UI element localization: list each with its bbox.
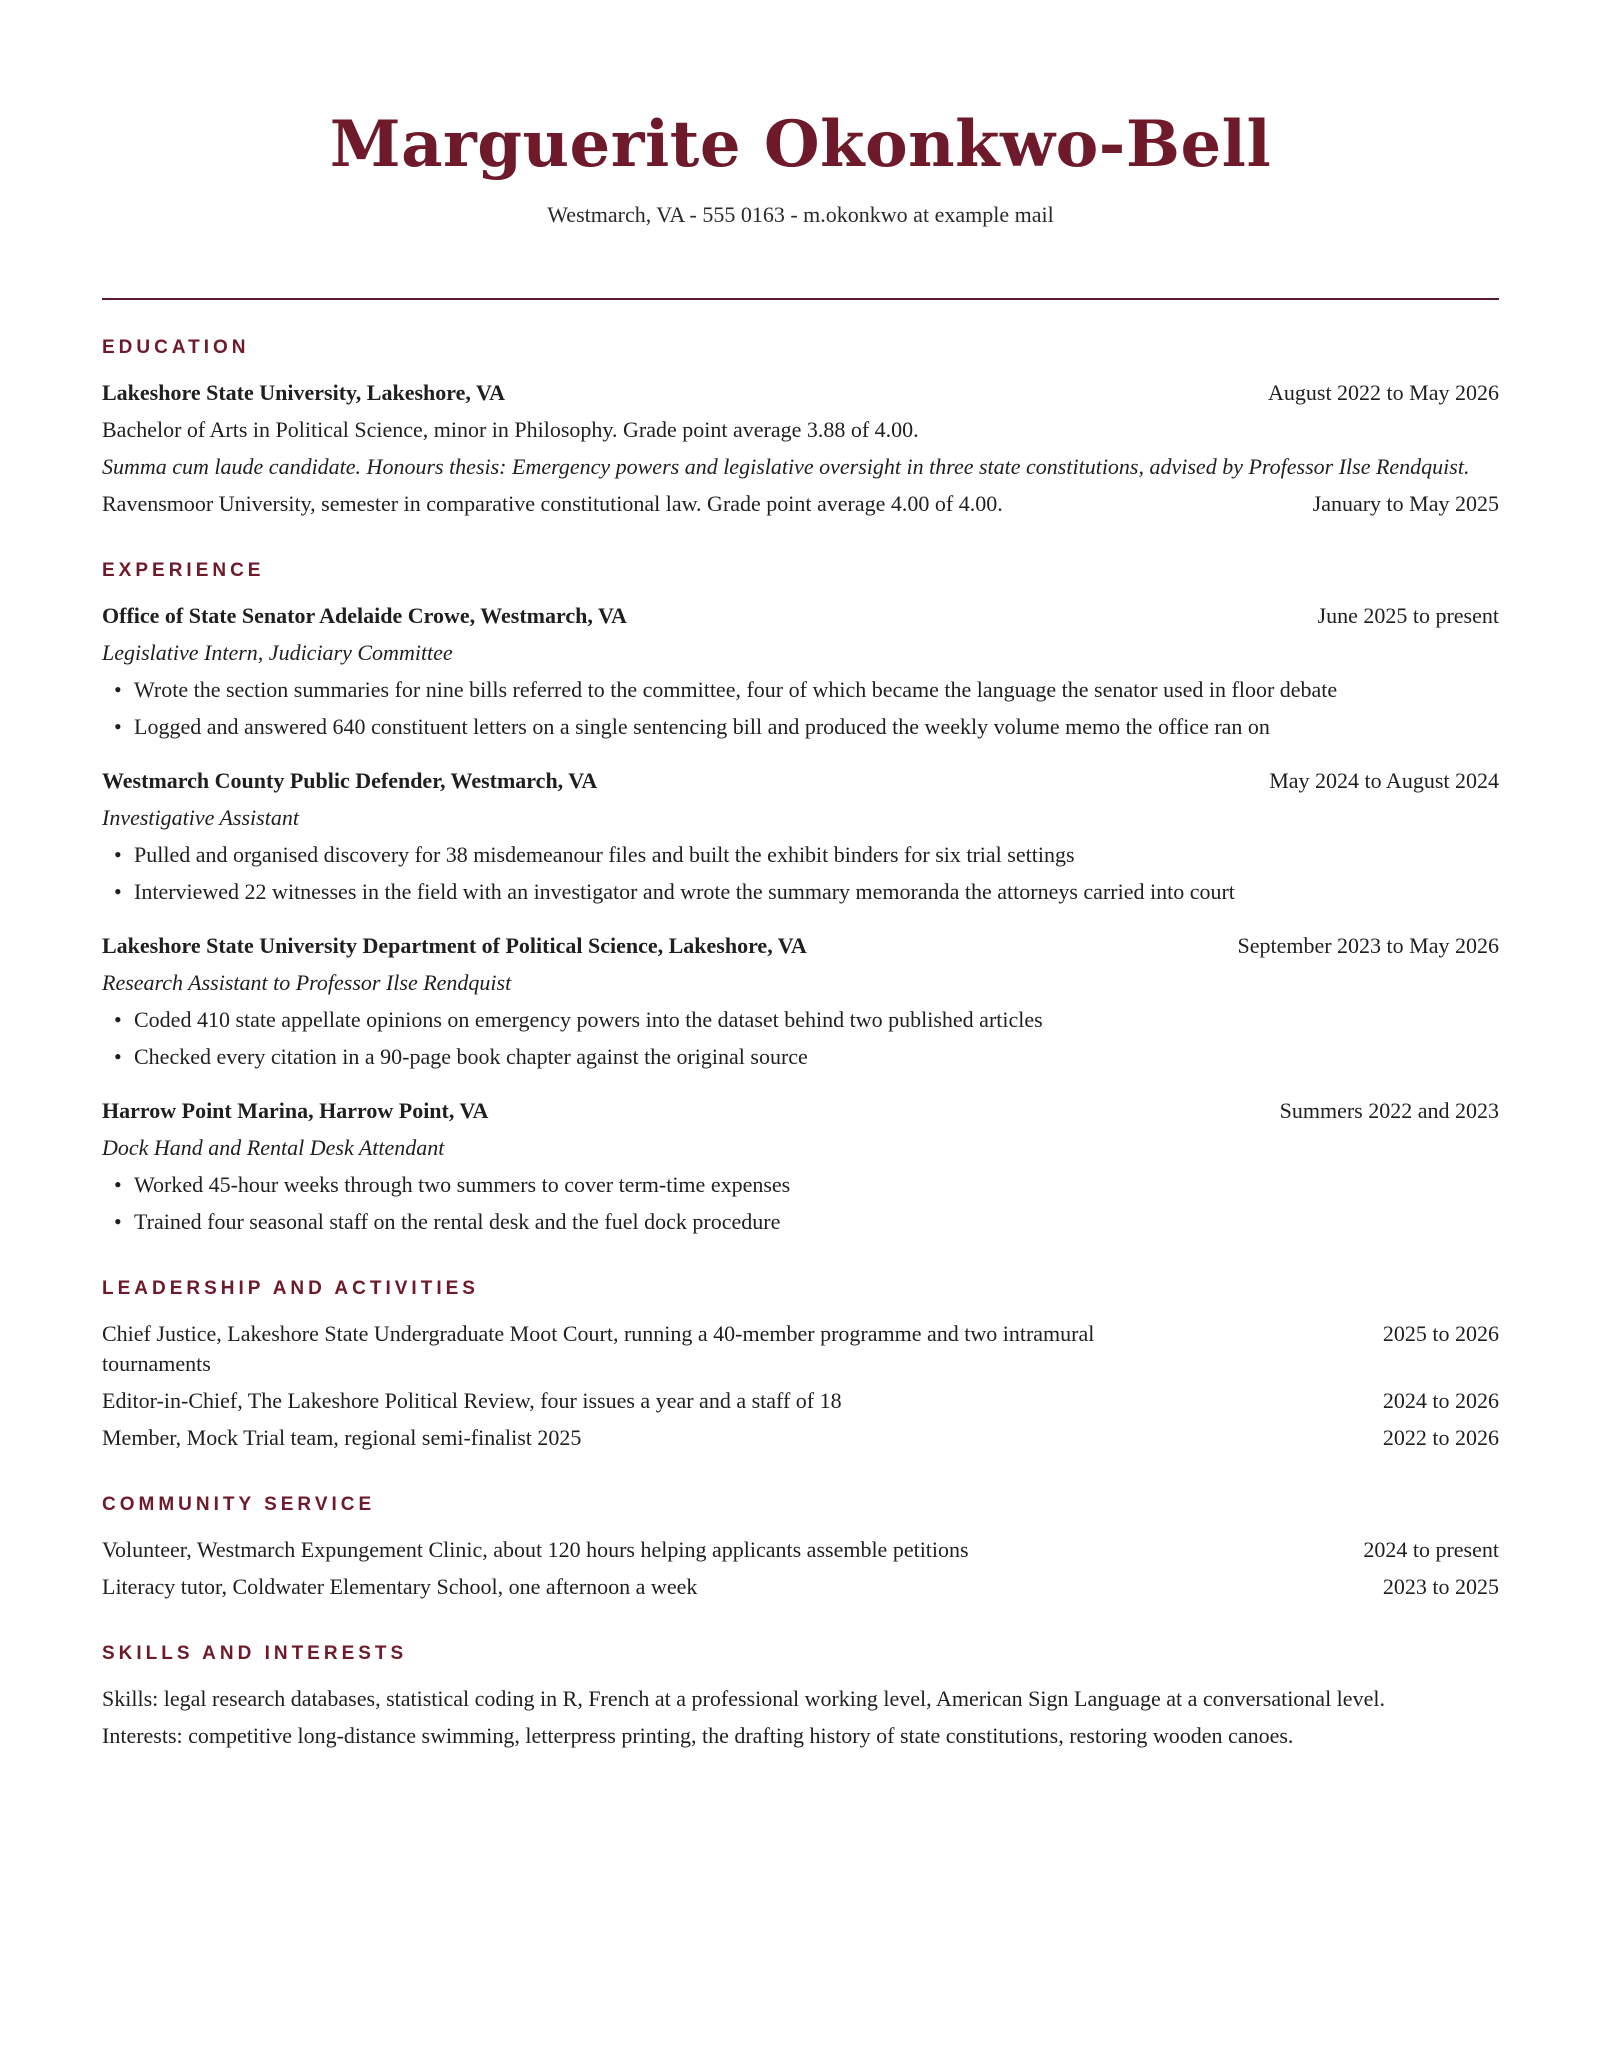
skills-line: Skills: legal research databases, statistical coding in R, French at a professional working level, American Sign Language at a conversational level. <box>102 1686 1385 1711</box>
bullet-item: • Wrote the section summaries for nine bills referred to the committee, four of which became the language the senator used in floor debate <box>114 677 1338 702</box>
job-header-row <box>102 1096 1499 1126</box>
candidate-name: Marguerite Okonkwo-Bell <box>329 107 1272 182</box>
experience-heading: EXPERIENCE <box>102 560 265 581</box>
skills-heading: SKILLS AND INTERESTS <box>102 1643 408 1664</box>
bullet-item: • Worked 45-hour weeks through two summers to cover term-time expenses <box>114 1172 791 1197</box>
bullet-text: Trained four seasonal staff on the rental desk and the fuel dock procedure <box>134 1209 781 1234</box>
education-school-row <box>102 378 1499 408</box>
activity-text: Member, Mock Trial team, regional semi-finalist 2025 <box>102 1425 582 1450</box>
honours-line: Summa cum laude candidate. Honours thesis: Emergency powers and legislative oversight in three state constitutions, advised by Professor Ilse Rendquist. <box>102 454 1470 479</box>
service-text: Literacy tutor, Coldwater Elementary School, one afternoon a week <box>102 1574 698 1599</box>
job-header-row <box>102 601 1499 631</box>
activity-text: Chief Justice, Lakeshore State Undergraduate Moot Court, running a 40-member programme and two intramural tournaments <box>102 1321 1095 1376</box>
job-dates: Summers 2022 and 2023 <box>1279 1098 1499 1123</box>
job-role: Research Assistant to Professor Ilse Rendquist <box>102 970 512 995</box>
job-dates: June 2025 to present <box>1317 603 1499 628</box>
bullet-item: • Trained four seasonal staff on the rental desk and the fuel dock procedure <box>114 1209 781 1234</box>
bullet-text: Logged and answered 640 constituent letters on a single sentencing bill and produced the weekly volume memo the office ran on <box>134 714 1270 739</box>
activity-dates: 2024 to 2026 <box>1382 1388 1499 1413</box>
job-employer: Lakeshore State University Department of Political Science, Lakeshore, VA <box>102 933 807 958</box>
job-dates: September 2023 to May 2026 <box>1237 933 1499 958</box>
job-dates: May 2024 to August 2024 <box>1269 768 1499 793</box>
resume-page <box>102 0 1499 1751</box>
bullet-text: Checked every citation in a 90-page book chapter against the original source <box>134 1044 808 1069</box>
leadership-heading: LEADERSHIP AND ACTIVITIES <box>102 1278 479 1299</box>
bullet-text: Interviewed 22 witnesses in the field with an investigator and wrote the summary memoranda the attorneys carried into court <box>134 879 1235 904</box>
job-bullets <box>102 1170 1499 1237</box>
job-employer: Westmarch County Public Defender, Westmarch, VA <box>102 768 598 793</box>
job-role: Dock Hand and Rental Desk Attendant <box>102 1135 445 1160</box>
education-heading: EDUCATION <box>102 337 250 358</box>
job-bullets <box>102 840 1499 907</box>
school-dates: August 2022 to May 2026 <box>1268 380 1499 405</box>
interests-line: Interests: competitive long-distance swimming, letterpress printing, the drafting history of state constitutions, restoring wooden canoes. <box>102 1723 1294 1748</box>
service-row <box>102 1572 1499 1602</box>
job-role: Investigative Assistant <box>102 805 299 830</box>
bullet-item: • Logged and answered 640 constituent letters on a single sentencing bill and produced the weekly volume memo the office ran on <box>114 714 1270 739</box>
bullet-item: • Pulled and organised discovery for 38 misdemeanour files and built the exhibit binders for six trial settings <box>114 842 1075 867</box>
job-employer: Harrow Point Marina, Harrow Point, VA <box>102 1098 489 1123</box>
activity-row <box>102 1423 1499 1453</box>
service-text: Volunteer, Westmarch Expungement Clinic, about 120 hours helping applicants assemble petitions <box>102 1537 969 1562</box>
exchange-text: Ravensmoor University, semester in comparative constitutional law. Grade point average 4.00 of 4.00. <box>102 491 1003 516</box>
job-header-row <box>102 931 1499 961</box>
activity-row <box>102 1319 1499 1379</box>
activity-text: Editor-in-Chief, The Lakeshore Political Review, four issues a year and a staff of 18 <box>102 1388 842 1413</box>
bullet-text: Coded 410 state appellate opinions on emergency powers into the dataset behind two published articles <box>134 1007 1043 1032</box>
header-divider <box>102 298 1499 300</box>
job-employer: Office of State Senator Adelaide Crowe, Westmarch, VA <box>102 603 627 628</box>
service-dates: 2023 to 2025 <box>1382 1574 1499 1599</box>
degree-line: Bachelor of Arts in Political Science, minor in Philosophy. Grade point average 3.88 of 4.00. <box>102 417 919 442</box>
bullet-item: • Checked every citation in a 90-page book chapter against the original source <box>114 1044 808 1069</box>
bullet-text: Worked 45-hour weeks through two summers to cover term-time expenses <box>134 1172 791 1197</box>
service-row <box>102 1535 1499 1565</box>
service-dates: 2024 to present <box>1363 1537 1499 1562</box>
job-header-row <box>102 766 1499 796</box>
bullet-text: Pulled and organised discovery for 38 misdemeanour files and built the exhibit binders for six trial settings <box>134 842 1075 867</box>
job-role: Legislative Intern, Judiciary Committee <box>102 640 453 665</box>
school-name: Lakeshore State University, Lakeshore, VA <box>102 380 505 405</box>
exchange-row <box>102 489 1499 519</box>
community-heading: COMMUNITY SERVICE <box>102 1494 376 1515</box>
exchange-dates: January to May 2025 <box>1312 491 1499 516</box>
activity-row <box>102 1386 1499 1416</box>
contact-line: Westmarch, VA - 555 0163 - m.okonkwo at example mail <box>547 202 1054 227</box>
job-bullets <box>102 675 1499 742</box>
bullet-text: Wrote the section summaries for nine bills referred to the committee, four of which became the language the senator used in floor debate <box>134 677 1338 702</box>
job-bullets <box>102 1005 1499 1072</box>
bullet-item: • Coded 410 state appellate opinions on emergency powers into the dataset behind two published articles <box>114 1007 1043 1032</box>
bullet-item: • Interviewed 22 witnesses in the field with an investigator and wrote the summary memoranda the attorneys carried into court <box>114 879 1235 904</box>
activity-dates: 2022 to 2026 <box>1382 1425 1499 1450</box>
activity-dates: 2025 to 2026 <box>1382 1321 1499 1346</box>
